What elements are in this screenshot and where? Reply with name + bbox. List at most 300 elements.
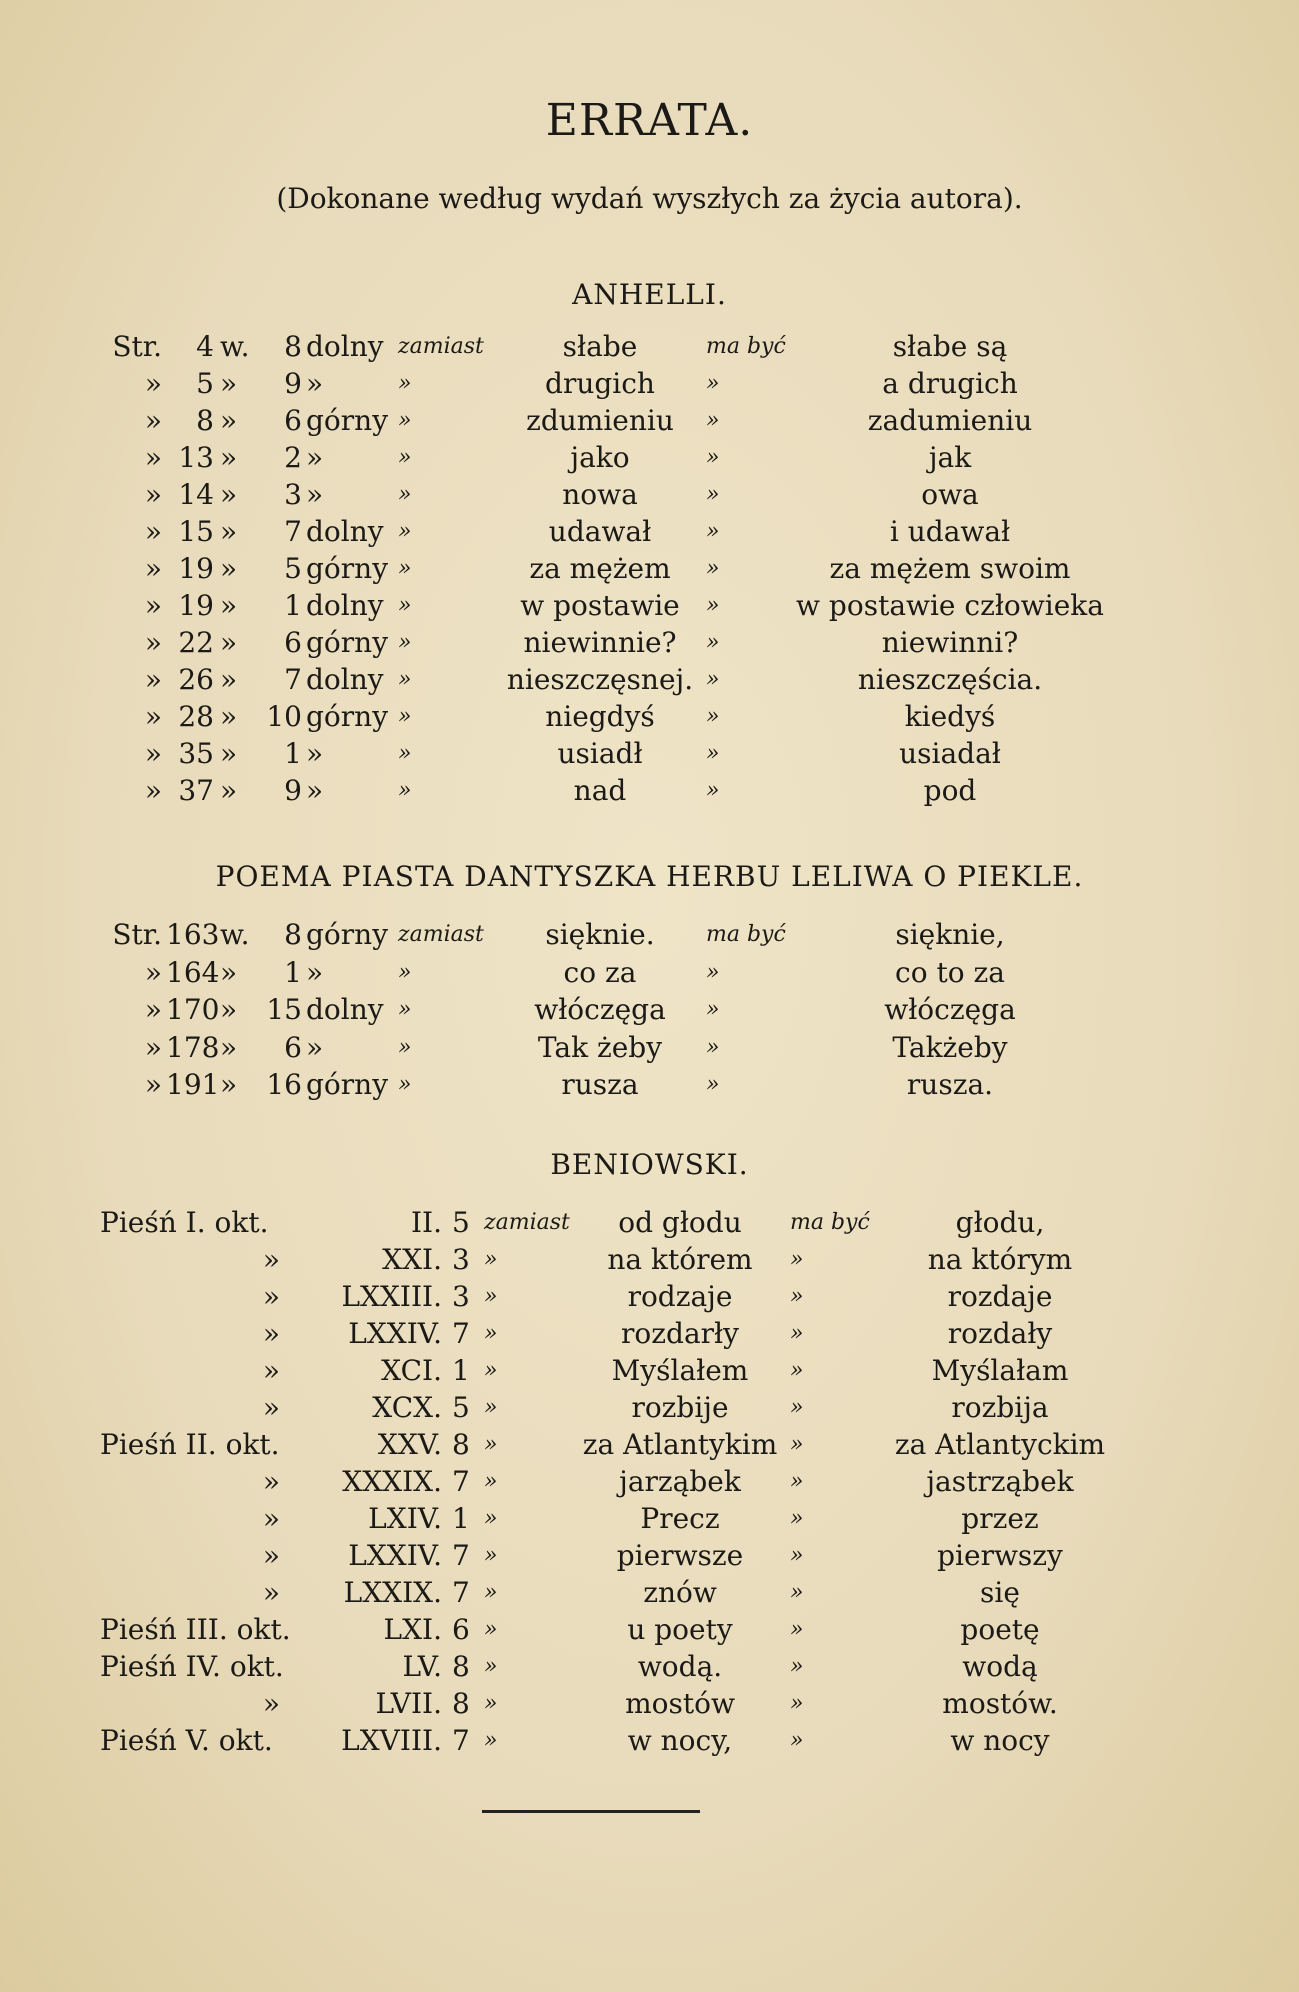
table-row <box>0 774 1299 810</box>
wrong-text: rozbije <box>631 1391 729 1424</box>
page-prefix: » <box>144 737 162 770</box>
ma-byc-label: » <box>790 1432 804 1457</box>
line-number: 7 <box>452 1576 470 1609</box>
table-row <box>0 1068 1299 1104</box>
table-row <box>0 1465 1299 1501</box>
line-position: » <box>306 478 324 511</box>
correct-text: rozdały <box>947 1317 1053 1350</box>
ma-byc-label: » <box>790 1506 804 1531</box>
zamiast-label: » <box>484 1580 498 1605</box>
correct-text: włóczęga <box>884 993 1016 1026</box>
ma-byc-label: ma być <box>706 922 786 947</box>
zamiast-label: » <box>398 997 412 1022</box>
page-number: 5 <box>196 367 214 400</box>
line-number: 7 <box>452 1465 470 1498</box>
piesn-label: » <box>262 1280 280 1313</box>
ma-byc-label: ma być <box>706 334 786 359</box>
page-prefix: Str. <box>112 918 162 951</box>
zamiast-label: zamiast <box>398 922 484 947</box>
wrong-text: Precz <box>640 1502 720 1535</box>
octave-number: XXXIX. <box>342 1465 442 1498</box>
line-prefix: » <box>220 663 238 696</box>
page-number: 19 <box>178 552 214 585</box>
zamiast-label: » <box>398 408 412 433</box>
piesn-label: » <box>262 1576 280 1609</box>
piesn-label: » <box>262 1539 280 1572</box>
wrong-text: od głodu <box>618 1206 742 1239</box>
correct-text: mostów. <box>942 1687 1058 1720</box>
page-subtitle: (Dokonane według wydań wyszłych za życia autora). <box>276 182 1023 215</box>
zamiast-label: » <box>484 1469 498 1494</box>
line-position: » <box>306 955 324 989</box>
page-prefix: » <box>144 1068 162 1101</box>
octave-number: LXXIII. <box>341 1280 442 1313</box>
zamiast-label: » <box>398 1072 412 1097</box>
line-position: » <box>306 737 324 770</box>
line-number: 1 <box>452 1354 470 1387</box>
piesn-label: » <box>262 1391 280 1424</box>
wrong-text: rodzaje <box>627 1280 733 1313</box>
wrong-text: włóczęga <box>534 993 666 1026</box>
table-row <box>0 515 1299 551</box>
line-prefix: » <box>220 441 238 474</box>
line-prefix: » <box>220 404 238 437</box>
correct-text: za Atlantyckim <box>894 1428 1106 1461</box>
line-number: 5 <box>452 1206 470 1239</box>
correct-text: rusza. <box>906 1068 994 1101</box>
table-row <box>0 330 1299 366</box>
table-row <box>0 1280 1299 1316</box>
line-number: 5 <box>284 552 302 585</box>
piesn-label: » <box>262 1502 280 1535</box>
line-position: górny <box>306 552 389 585</box>
correct-text: co to za <box>895 955 1005 989</box>
line-number: 8 <box>284 918 302 951</box>
ma-byc-label: » <box>790 1284 804 1309</box>
octave-number: LXVIII. <box>341 1724 442 1757</box>
table-row <box>0 956 1299 992</box>
ma-byc-label: » <box>706 959 720 985</box>
wrong-text: niewinnie? <box>523 626 677 659</box>
table-row <box>0 441 1299 477</box>
line-prefix: » <box>220 1030 238 1064</box>
page-number: 26 <box>178 663 214 696</box>
page-prefix: » <box>144 478 162 511</box>
wrong-text: usiadł <box>557 737 643 770</box>
zamiast-label: » <box>398 593 412 618</box>
wrong-text: jako <box>570 441 630 474</box>
zamiast-label: » <box>484 1432 498 1457</box>
zamiast-label: » <box>484 1247 498 1272</box>
wrong-text: wodą. <box>637 1650 723 1683</box>
ma-byc-label: » <box>790 1691 804 1716</box>
ma-byc-label: » <box>706 630 720 655</box>
wrong-text: za Atlantykim <box>582 1428 778 1461</box>
line-number: 3 <box>452 1280 470 1313</box>
line-number: 7 <box>284 663 302 696</box>
piesn-label: Pieśń II. okt. <box>100 1428 280 1461</box>
table-row <box>0 1613 1299 1649</box>
wrong-text: w nocy, <box>627 1724 733 1757</box>
ma-byc-label: ma być <box>790 1210 870 1235</box>
ma-byc-label: » <box>706 519 720 544</box>
ma-byc-label: » <box>706 1034 720 1060</box>
wrong-text: znów <box>643 1576 717 1609</box>
table-row <box>0 993 1299 1029</box>
correct-text: nieszczęścia. <box>857 663 1043 696</box>
ma-byc-label: » <box>790 1321 804 1346</box>
correct-text: Takżeby <box>892 1030 1008 1064</box>
correct-text: rozdaje <box>947 1280 1053 1313</box>
page-prefix: » <box>144 626 162 659</box>
octave-number: LXXIV. <box>348 1539 442 1572</box>
correct-text: i udawał <box>889 515 1011 548</box>
ma-byc-label: » <box>706 371 720 396</box>
line-position: dolny <box>306 589 384 622</box>
zamiast-label: » <box>398 959 412 985</box>
correct-text: zadumieniu <box>867 404 1033 437</box>
page-prefix: » <box>144 441 162 474</box>
line-number: 8 <box>452 1428 470 1461</box>
wrong-text: rusza <box>561 1068 639 1101</box>
line-number: 8 <box>452 1687 470 1720</box>
page-number: 4 <box>196 330 214 363</box>
correct-text: pierwszy <box>937 1539 1063 1572</box>
wrong-text: Tak żeby <box>537 1030 663 1064</box>
zamiast-label: » <box>484 1691 498 1716</box>
line-prefix: » <box>220 993 238 1026</box>
table-row <box>0 1687 1299 1723</box>
piesn-label: Pieśń I. okt. <box>100 1206 269 1239</box>
section-heading-anhelli: ANHELLI. <box>572 278 727 311</box>
section-heading-beniowski: BENIOWSKI. <box>550 1148 749 1181</box>
line-number: 1 <box>284 589 302 622</box>
line-number: 3 <box>284 478 302 511</box>
line-prefix: » <box>220 515 238 548</box>
wrong-text: pierwsze <box>616 1539 744 1572</box>
table-row <box>0 1243 1299 1279</box>
page-number: 28 <box>178 700 214 733</box>
line-number: 1 <box>284 955 302 989</box>
octave-number: XXI. <box>382 1243 442 1276</box>
wrong-text: udawał <box>548 515 652 548</box>
ma-byc-label: » <box>790 1580 804 1605</box>
wrong-text: na którem <box>607 1243 753 1276</box>
line-position: górny <box>306 918 389 951</box>
line-number: 7 <box>452 1317 470 1350</box>
piesn-label: » <box>262 1354 280 1387</box>
correct-text: przez <box>961 1502 1039 1535</box>
ma-byc-label: » <box>706 556 720 581</box>
page-prefix: » <box>144 589 162 622</box>
line-position: dolny <box>306 515 384 548</box>
ma-byc-label: » <box>790 1543 804 1568</box>
page-number: 8 <box>196 404 214 437</box>
wrong-text: nowa <box>562 478 638 511</box>
wrong-text: nieszczęsnej. <box>506 663 694 696</box>
correct-text: usiadał <box>899 737 1001 770</box>
page-number: 14 <box>178 478 214 511</box>
ma-byc-label: » <box>706 482 720 507</box>
page-prefix: Str. <box>112 330 162 363</box>
octave-number: LXXIV. <box>348 1317 442 1350</box>
line-number: 6 <box>284 626 302 659</box>
table-row <box>0 478 1299 514</box>
page-number: 15 <box>178 515 214 548</box>
zamiast-label: » <box>398 1034 412 1060</box>
wrong-text: za mężem <box>529 552 671 585</box>
page-prefix: » <box>144 774 162 807</box>
piesn-label: Pieśń IV. okt. <box>100 1650 284 1683</box>
zamiast-label: » <box>484 1617 498 1642</box>
table-row <box>0 1502 1299 1538</box>
line-position: górny <box>306 1068 389 1101</box>
line-number: 16 <box>266 1068 302 1101</box>
line-number: 7 <box>452 1724 470 1757</box>
line-number: 9 <box>284 774 302 807</box>
line-number: 6 <box>452 1613 470 1646</box>
line-prefix: » <box>220 552 238 585</box>
ma-byc-label: » <box>706 593 720 618</box>
line-number: 7 <box>284 515 302 548</box>
wrong-text: nad <box>573 774 627 807</box>
zamiast-label: » <box>484 1543 498 1568</box>
line-number: 8 <box>284 330 302 363</box>
line-position: dolny <box>306 663 384 696</box>
page-number: 163 <box>166 918 220 951</box>
line-number: 1 <box>284 737 302 770</box>
octave-number: LXXIX. <box>343 1576 442 1609</box>
correct-text: kiedyś <box>904 700 996 733</box>
correct-text: niewinni? <box>881 626 1019 659</box>
wrong-text: jarząbek <box>619 1465 741 1498</box>
wrong-text: drugich <box>545 367 655 400</box>
line-prefix: w. <box>220 330 250 363</box>
zamiast-label: » <box>398 482 412 507</box>
table-row <box>0 552 1299 588</box>
line-position: » <box>306 367 324 400</box>
zamiast-label: » <box>398 630 412 655</box>
page-prefix: » <box>144 700 162 733</box>
line-prefix: w. <box>220 918 250 951</box>
octave-number: II. <box>410 1206 442 1239</box>
zamiast-label: » <box>484 1728 498 1753</box>
zamiast-label: » <box>484 1358 498 1383</box>
correct-text: jastrząbek <box>926 1465 1074 1498</box>
wrong-text: słabe <box>562 330 638 363</box>
correct-text: się <box>980 1576 1020 1609</box>
octave-number: LV. <box>402 1650 442 1683</box>
zamiast-label: » <box>398 778 412 803</box>
line-number: 6 <box>284 1030 302 1064</box>
line-number: 7 <box>452 1539 470 1572</box>
ma-byc-label: » <box>790 1395 804 1420</box>
zamiast-label: zamiast <box>484 1210 570 1235</box>
correct-text: głodu, <box>955 1206 1045 1239</box>
octave-number: LXI. <box>383 1613 442 1646</box>
page-prefix: » <box>144 993 162 1026</box>
ma-byc-label: » <box>790 1247 804 1272</box>
correct-text: na którym <box>927 1243 1073 1276</box>
line-prefix: » <box>220 626 238 659</box>
zamiast-label: » <box>484 1284 498 1309</box>
line-prefix: » <box>220 1068 238 1101</box>
line-number: 10 <box>266 700 302 733</box>
line-number: 1 <box>452 1502 470 1535</box>
line-position: » <box>306 441 324 474</box>
octave-number: XCI. <box>381 1354 442 1387</box>
correct-text: poetę <box>960 1613 1040 1646</box>
zamiast-label: » <box>484 1654 498 1679</box>
ma-byc-label: » <box>790 1617 804 1642</box>
piesn-label: » <box>262 1317 280 1350</box>
closing-rule <box>482 1810 700 1813</box>
table-row <box>0 1428 1299 1464</box>
ma-byc-label: » <box>790 1358 804 1383</box>
correct-text: w postawie człowieka <box>796 589 1104 622</box>
page-number: 35 <box>178 737 214 770</box>
line-position: dolny <box>306 993 384 1026</box>
page-title: ERRATA. <box>545 95 754 146</box>
line-position: » <box>306 1030 324 1064</box>
page-prefix: » <box>144 1030 162 1064</box>
line-prefix: » <box>220 774 238 807</box>
wrong-text: niegdyś <box>545 700 655 733</box>
page-number: 13 <box>178 441 214 474</box>
line-position: górny <box>306 626 389 659</box>
ma-byc-label: » <box>706 997 720 1022</box>
line-prefix: » <box>220 367 238 400</box>
ma-byc-label: » <box>706 408 720 433</box>
correct-text: w nocy <box>950 1724 1050 1757</box>
page-number: 191 <box>166 1068 220 1101</box>
line-number: 6 <box>284 404 302 437</box>
octave-number: LXIV. <box>368 1502 442 1535</box>
zamiast-label: » <box>398 445 412 470</box>
table-row <box>0 1354 1299 1390</box>
table-row <box>0 1539 1299 1575</box>
table-row <box>0 1391 1299 1427</box>
correct-text: za mężem swoim <box>829 552 1071 585</box>
correct-text: pod <box>923 774 977 807</box>
correct-text: wodą <box>962 1650 1038 1683</box>
line-prefix: » <box>220 700 238 733</box>
correct-text: słabe są <box>892 330 1008 363</box>
ma-byc-label: » <box>706 704 720 729</box>
zamiast-label: zamiast <box>398 334 484 359</box>
zamiast-label: » <box>398 741 412 766</box>
page-prefix: » <box>144 955 162 989</box>
correct-text: jak <box>928 441 972 474</box>
ma-byc-label: » <box>706 445 720 470</box>
table-row <box>0 626 1299 662</box>
wrong-text: w postawie <box>520 589 680 622</box>
wrong-text: zdumieniu <box>526 404 674 437</box>
page-number: 37 <box>178 774 214 807</box>
piesn-label: Pieśń III. okt. <box>100 1613 291 1646</box>
ma-byc-label: » <box>706 1072 720 1097</box>
correct-text: Myślałam <box>931 1354 1069 1387</box>
octave-number: LVII. <box>375 1687 442 1720</box>
line-prefix: » <box>220 955 238 989</box>
zamiast-label: » <box>398 667 412 692</box>
table-row <box>0 737 1299 773</box>
table-row <box>0 663 1299 699</box>
table-row <box>0 367 1299 403</box>
line-number: 2 <box>284 441 302 474</box>
zamiast-label: » <box>484 1506 498 1531</box>
ma-byc-label: » <box>790 1654 804 1679</box>
page-prefix: » <box>144 367 162 400</box>
ma-byc-label: » <box>790 1469 804 1494</box>
ma-byc-label: » <box>706 667 720 692</box>
section-heading-poema: POEMA PIASTA DANTYSZKA HERBU LELIWA O PIEKLE. <box>215 860 1084 893</box>
page-number: 170 <box>166 993 220 1026</box>
piesn-label: » <box>262 1465 280 1498</box>
ma-byc-label: » <box>790 1728 804 1753</box>
line-prefix: » <box>220 478 238 511</box>
page-prefix: » <box>144 515 162 548</box>
line-number: 8 <box>452 1650 470 1683</box>
correct-text: rozbija <box>951 1391 1049 1424</box>
line-prefix: » <box>220 737 238 770</box>
line-prefix: » <box>220 589 238 622</box>
ma-byc-label: » <box>706 778 720 803</box>
wrong-text: sięknie. <box>545 918 655 951</box>
page-number: 164 <box>166 955 220 989</box>
correct-text: sięknie, <box>895 918 1005 951</box>
page-prefix: » <box>144 404 162 437</box>
line-number: 3 <box>452 1243 470 1276</box>
table-row <box>0 700 1299 736</box>
zamiast-label: » <box>398 556 412 581</box>
page-number: 178 <box>166 1030 220 1064</box>
piesn-label: Pieśń V. okt. <box>100 1724 273 1757</box>
ma-byc-label: » <box>706 741 720 766</box>
zamiast-label: » <box>484 1321 498 1346</box>
table-row <box>0 1317 1299 1353</box>
zamiast-label: » <box>484 1395 498 1420</box>
line-position: górny <box>306 700 389 733</box>
octave-number: XCX. <box>372 1391 442 1424</box>
wrong-text: Myślałem <box>611 1354 749 1387</box>
line-number: 5 <box>452 1391 470 1424</box>
zamiast-label: » <box>398 371 412 396</box>
page-number: 19 <box>178 589 214 622</box>
table-row <box>0 1650 1299 1686</box>
wrong-text: u poety <box>627 1613 733 1646</box>
table-row <box>0 1206 1299 1242</box>
table-row <box>0 1031 1299 1067</box>
correct-text: a drugich <box>882 367 1018 400</box>
wrong-text: co za <box>563 955 637 989</box>
correct-text: owa <box>921 478 979 511</box>
line-position: dolny <box>306 330 384 363</box>
page-prefix: » <box>144 663 162 696</box>
table-row <box>0 589 1299 625</box>
wrong-text: mostów <box>625 1687 735 1720</box>
table-row <box>0 1724 1299 1760</box>
page-prefix: » <box>144 552 162 585</box>
table-row <box>0 404 1299 440</box>
table-row <box>0 918 1299 954</box>
line-position: górny <box>306 404 389 437</box>
piesn-label: » <box>262 1687 280 1720</box>
zamiast-label: » <box>398 519 412 544</box>
page-number: 22 <box>178 626 214 659</box>
line-number: 15 <box>266 993 302 1026</box>
line-number: 9 <box>284 367 302 400</box>
